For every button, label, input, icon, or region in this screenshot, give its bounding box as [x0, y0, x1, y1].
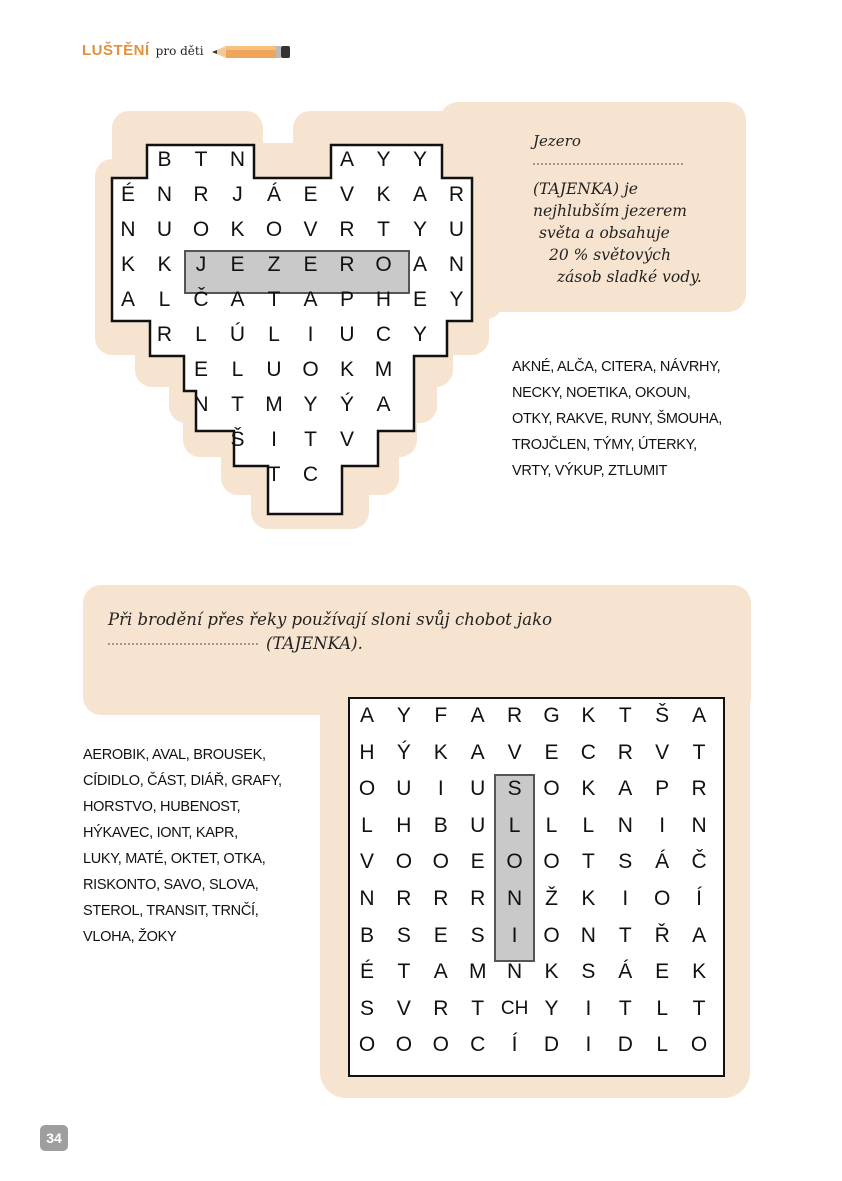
clue-line: (TAJENKA). — [266, 634, 363, 653]
grid-cell: K — [544, 960, 559, 984]
grid-cell: R — [339, 218, 355, 241]
grid-cell: Á — [655, 850, 670, 874]
grid-cell: M — [468, 960, 487, 984]
brand-subtitle: pro děti — [155, 44, 204, 58]
grid-cell: R — [448, 183, 465, 206]
grid-cell: T — [471, 996, 485, 1020]
grid-cell: K — [433, 740, 448, 764]
grid-cell: N — [691, 813, 707, 837]
grid-cell: V — [303, 218, 318, 241]
grid-cell: R — [193, 183, 209, 206]
grid-cell: R — [691, 777, 707, 801]
grid-cell: N — [580, 923, 596, 947]
grid-cell: T — [581, 850, 595, 874]
grid-cell: L — [361, 813, 373, 837]
grid-cell: Š — [655, 704, 670, 727]
grid-cell: N — [359, 887, 375, 910]
word-line: OTKY, RAKVE, RUNY, ŠMOUHA, — [512, 411, 723, 427]
grid-cell: K — [120, 253, 135, 276]
grid-cell: T — [692, 740, 706, 764]
word-line: LUKY, MATÉ, OKTET, OTKA, — [83, 851, 266, 867]
grid-cell: C — [580, 740, 596, 764]
grid-cell: T — [267, 463, 281, 486]
grid-cell: A — [230, 288, 245, 311]
word-list-1 — [512, 354, 812, 484]
grid-cell: O — [358, 1033, 376, 1057]
grid-cell: S — [618, 850, 633, 874]
clue-line: zásob sladké vody. — [557, 268, 702, 286]
grid-cell: S — [359, 996, 374, 1020]
grid-cell: É — [120, 183, 135, 206]
grid-cell: Y — [376, 148, 391, 171]
grid-cell: L — [158, 288, 171, 311]
word-line: HORSTVO, HUBENOST, — [83, 799, 241, 815]
grid-cell: R — [433, 887, 449, 910]
grid-cell: R — [507, 704, 523, 727]
grid-cell: A — [618, 777, 633, 801]
grid-cell: P — [655, 777, 670, 801]
grid-cell: L — [582, 813, 595, 837]
page-number: 34 — [40, 1125, 68, 1151]
grid-cell: D — [543, 1033, 560, 1057]
word-line: VLOHA, ŽOKY — [83, 929, 177, 945]
grid-cell: Í — [696, 887, 703, 910]
grid-cell: C — [302, 463, 319, 486]
grid-cell: Y — [449, 288, 464, 311]
grid-cell: E — [303, 253, 318, 276]
grid-cell: I — [437, 777, 444, 801]
grid-cell: B — [157, 148, 172, 171]
clue-line: nejhlubším jezerem — [533, 202, 687, 220]
grid-cell: K — [692, 960, 707, 984]
grid-cell: G — [543, 704, 560, 727]
grid-cell: O — [192, 218, 210, 241]
grid-cell: T — [618, 996, 632, 1020]
grid-cell: K — [339, 358, 354, 381]
word-line: AEROBIK, AVAL, BROUSEK, — [83, 747, 266, 763]
grid-cell: H — [396, 813, 412, 837]
grid-cell: L — [508, 813, 521, 837]
grid-cell: O — [543, 777, 560, 801]
grid-cell: É — [359, 960, 374, 984]
word-line: HÝKAVEC, IONT, KAPR, — [83, 825, 238, 841]
grid-cell: U — [266, 358, 282, 381]
grid-cell: L — [195, 323, 207, 346]
grid-cell: A — [412, 253, 427, 276]
grid-cell: J — [232, 183, 243, 206]
grid-cell: Š — [230, 428, 245, 451]
grid-cell: V — [655, 740, 670, 764]
grid-cell: O — [265, 218, 283, 241]
grid-cell: A — [433, 960, 448, 984]
grid-cell: T — [231, 393, 244, 416]
grid-cell: I — [511, 923, 518, 947]
grid-cell: E — [544, 740, 559, 764]
grid-cell: Y — [412, 148, 427, 171]
clue-line: (TAJENKA) je — [533, 180, 638, 198]
brand-title: LUŠTĚNÍ — [82, 42, 150, 59]
grid-cell: U — [448, 218, 465, 241]
grid-cell: I — [307, 323, 314, 346]
grid-cell: C — [375, 323, 392, 346]
grid-cell: CH — [500, 997, 529, 1019]
grid-cell: V — [359, 850, 374, 874]
grid-cell: T — [304, 428, 317, 451]
grid-cell: Y — [396, 704, 411, 727]
grid-cell: T — [618, 923, 632, 947]
grid-cell: T — [377, 218, 390, 241]
grid-cell: I — [271, 428, 277, 451]
grid-cell: N — [156, 183, 173, 206]
word-line: STEROL, TRANSIT, TRNČÍ, — [83, 903, 259, 919]
grid-cell: I — [622, 887, 629, 910]
grid-cell: K — [581, 887, 596, 910]
grid-cell: E — [470, 850, 485, 874]
grid-cell: N — [448, 253, 465, 276]
word-line: RISKONTO, SAVO, SLOVA, — [83, 877, 259, 893]
grid-cell: O — [654, 887, 671, 910]
grid-cell: U — [156, 218, 173, 241]
grid-cell: A — [692, 923, 707, 947]
grid-cell: O — [395, 850, 413, 874]
grid-cell: V — [507, 740, 522, 764]
grid-cell: U — [339, 323, 355, 346]
grid-cell: V — [396, 996, 411, 1020]
grid-cell: N — [507, 887, 523, 910]
word-line: TROJČLEN, TÝMY, ÚTERKY, — [512, 437, 697, 453]
grid-cell: A — [412, 183, 427, 206]
word-line: AKNÉ, ALČA, CITERA, NÁVRHY, — [512, 359, 721, 375]
grid-cell: O — [302, 358, 319, 381]
grid-cell: R — [470, 887, 486, 910]
grid-cell: A — [120, 288, 135, 311]
grid-cell: A — [692, 704, 707, 727]
grid-cell: M — [265, 393, 283, 416]
grid-cell: E — [230, 253, 245, 276]
word-line: CÍDIDLO, ČÁST, DIÁŘ, GRAFY, — [83, 773, 282, 789]
grid-cell: K — [581, 777, 596, 801]
grid-cell: F — [434, 704, 448, 727]
clue-title-1: Jezero — [533, 132, 581, 150]
grid-cell: S — [470, 923, 485, 947]
grid-cell: L — [231, 358, 244, 381]
grid-cell: Y — [303, 393, 318, 416]
grid-cell: A — [339, 148, 354, 171]
grid-cell: O — [358, 777, 376, 801]
grid-cell: B — [359, 923, 374, 947]
clue-dots-2 — [108, 643, 258, 645]
grid-cell: E — [433, 923, 448, 947]
grid-cell: V — [339, 183, 354, 206]
grid-cell: Í — [511, 1033, 518, 1057]
grid-cell: A — [359, 704, 374, 727]
grid-cell: T — [618, 704, 632, 727]
grid-cell: P — [339, 288, 354, 311]
grid-cell: Ž — [545, 887, 558, 910]
grid-cell: C — [470, 1033, 486, 1057]
word-list-2 — [83, 742, 323, 950]
grid-cell: S — [581, 960, 596, 984]
grid-cell: R — [339, 253, 355, 276]
grid-cell: Z — [267, 253, 281, 276]
grid-cell: R — [396, 887, 412, 910]
grid-cell: T — [267, 288, 281, 311]
grid-cell: L — [268, 323, 280, 346]
grid-cell: R — [156, 323, 173, 346]
grid-cell: N — [507, 960, 523, 984]
grid-cell: L — [656, 996, 669, 1020]
grid-cell: Ú — [229, 323, 246, 346]
grid-cell: O — [543, 923, 560, 947]
grid-cell: Y — [412, 323, 427, 346]
grid-cell: Ý — [396, 740, 411, 764]
grid-cell: A — [303, 288, 318, 311]
grid-cell: Á — [618, 960, 633, 984]
grid-cell: O — [690, 1033, 708, 1057]
grid-cell: E — [655, 960, 670, 984]
grid-cell: O — [432, 850, 449, 874]
grid-cell: A — [470, 704, 485, 727]
grid-cell: B — [433, 813, 448, 837]
grid-cell: M — [374, 358, 393, 381]
grid-cell: U — [470, 777, 486, 801]
grid-cell: K — [230, 218, 245, 241]
word-line: NECKY, NOETIKA, OKOUN, — [512, 385, 691, 401]
grid-cell: O — [506, 850, 523, 874]
grid-cell: E — [193, 358, 208, 381]
grid-cell: N — [617, 813, 633, 837]
grid-cell: R — [617, 740, 633, 764]
grid-cell: K — [581, 704, 596, 727]
grid-cell: O — [543, 850, 560, 874]
grid-cell: K — [157, 253, 172, 276]
grid-cell: U — [470, 813, 486, 837]
grid-cell: Y — [412, 218, 427, 241]
grid-cell: O — [395, 1033, 413, 1057]
grid-cell: L — [656, 1033, 669, 1057]
grid-cell: T — [194, 148, 208, 171]
grid-cell: J — [195, 253, 207, 276]
clue-line: světa a obsahuje — [539, 224, 670, 242]
grid-cell: N — [120, 218, 136, 241]
grid-cell: N — [193, 393, 209, 416]
grid-cell: U — [396, 777, 412, 801]
grid-cell: E — [412, 288, 427, 311]
grid-cell: E — [303, 183, 318, 206]
grid-cell: R — [433, 996, 449, 1020]
grid-cell: K — [376, 183, 391, 206]
grid-cell: Č — [193, 288, 209, 311]
grid-cell: A — [376, 393, 391, 416]
grid-cell: D — [617, 1033, 633, 1057]
grid-cell: S — [396, 923, 411, 947]
grid-cell: Á — [266, 183, 281, 206]
clue-line: Při brodění přes řeky používají sloni svůj chobot jako — [108, 610, 553, 629]
grid-cell: S — [507, 777, 522, 801]
clue-text-2 — [108, 609, 552, 655]
grid-cell: Ý — [339, 393, 354, 416]
grid-cell: I — [585, 996, 592, 1020]
word-line: VRTY, VÝKUP, ZTLUMIT — [512, 463, 668, 479]
grid-cell: O — [375, 253, 392, 276]
grid-cell: A — [470, 740, 485, 764]
grid-cell: L — [545, 813, 558, 837]
grid-cell: T — [397, 960, 411, 984]
grid-cell: H — [375, 288, 392, 311]
grid-cell: O — [432, 1033, 449, 1057]
grid-cell: V — [339, 428, 354, 451]
grid-cell: T — [692, 996, 706, 1020]
grid-cell: I — [659, 813, 666, 837]
clue-text-1 — [533, 178, 743, 288]
grid-cell: I — [585, 1033, 592, 1057]
grid-cell: H — [359, 740, 375, 764]
clue-dots-1 — [533, 163, 683, 165]
grid-cell: Č — [691, 850, 707, 874]
clue-line: 20 % světových — [549, 246, 671, 264]
grid-cell: N — [229, 148, 246, 171]
grid-cell: Y — [544, 996, 559, 1020]
grid-cell: Ř — [654, 923, 670, 947]
